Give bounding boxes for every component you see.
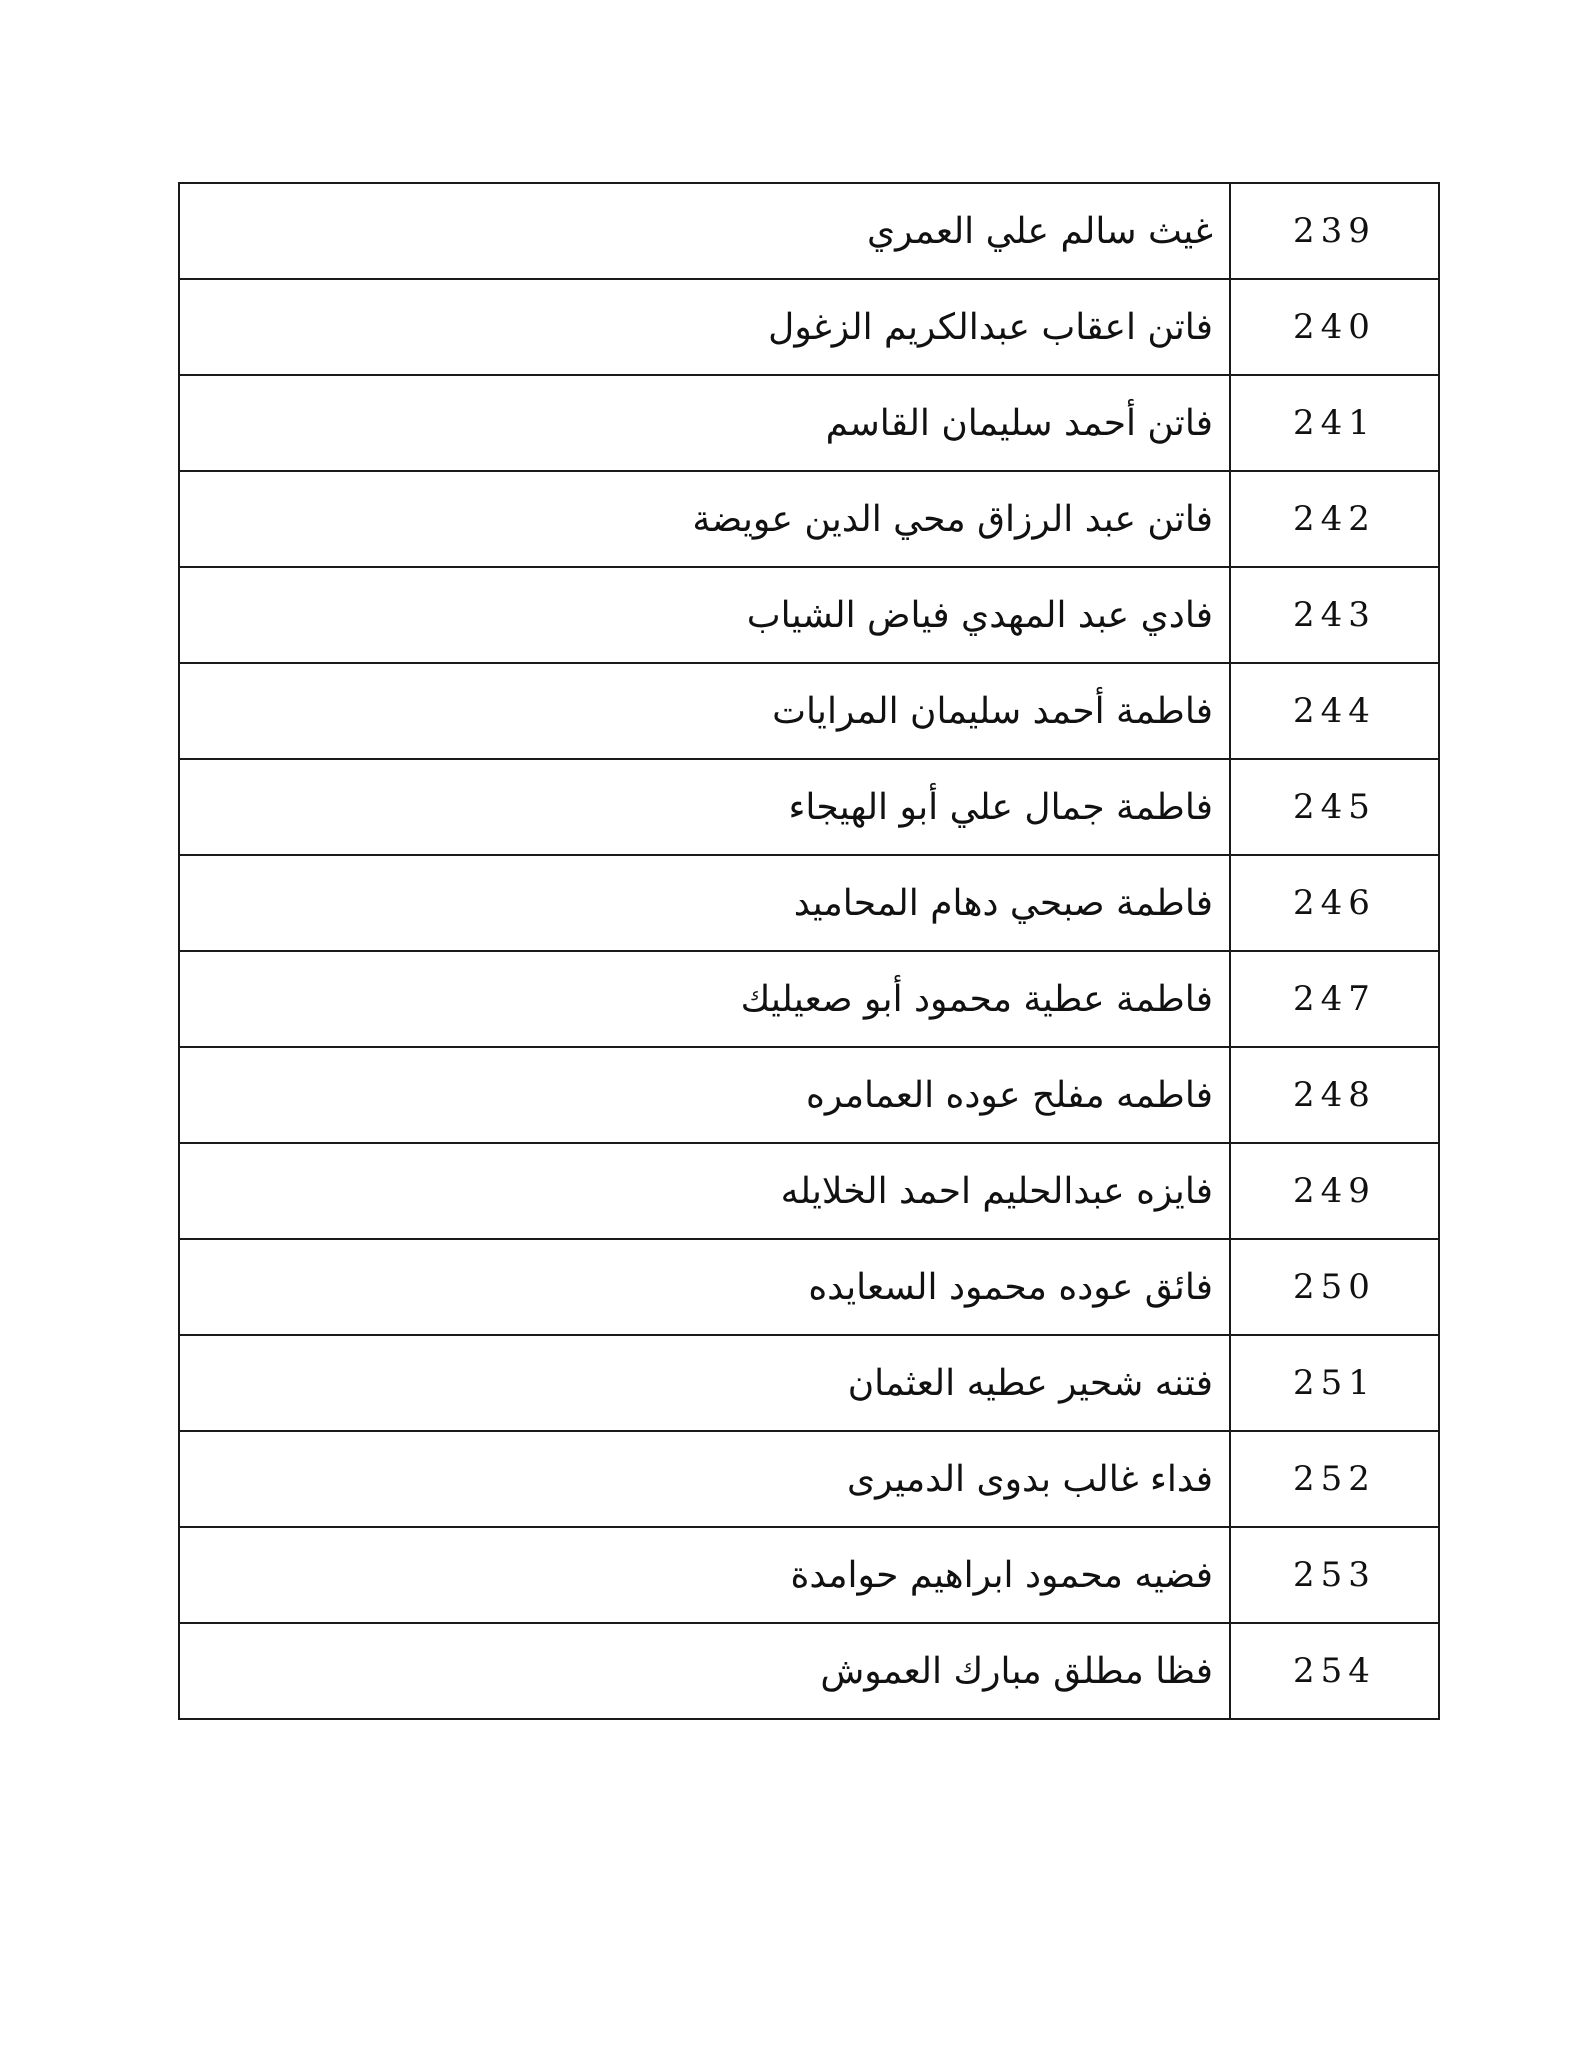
table-row [179, 1527, 1439, 1623]
number-cell: 245 [1230, 759, 1439, 855]
number-cell: 250 [1230, 1239, 1439, 1335]
name-cell: فداء غالب بدوى الدميرى [179, 1431, 1230, 1527]
name-cell: فايزه عبدالحليم احمد الخلايله [179, 1143, 1230, 1239]
name-cell: فظا مطلق مبارك العموش [179, 1623, 1230, 1719]
name-cell: فاتن أحمد سليمان القاسم [179, 375, 1230, 471]
name-cell: فتنه شحير عطيه العثمان [179, 1335, 1230, 1431]
number-cell: 247 [1230, 951, 1439, 1047]
number-cell: 240 [1230, 279, 1439, 375]
table-row [179, 663, 1439, 759]
table-row [179, 375, 1439, 471]
table-row [179, 1047, 1439, 1143]
name-cell: فاطمة صبحي دهام المحاميد [179, 855, 1230, 951]
table-row [179, 567, 1439, 663]
number-cell: 251 [1230, 1335, 1439, 1431]
number-cell: 254 [1230, 1623, 1439, 1719]
table-row [179, 1143, 1439, 1239]
number-cell: 242 [1230, 471, 1439, 567]
table-row [179, 1335, 1439, 1431]
names-table [178, 182, 1440, 1720]
number-cell: 244 [1230, 663, 1439, 759]
name-cell: فاطمة جمال علي أبو الهيجاء [179, 759, 1230, 855]
name-cell: فضيه محمود ابراهيم حوامدة [179, 1527, 1230, 1623]
name-cell: فاطمة عطية محمود أبو صعيليك [179, 951, 1230, 1047]
number-cell: 249 [1230, 1143, 1439, 1239]
table-row [179, 1431, 1439, 1527]
number-cell: 248 [1230, 1047, 1439, 1143]
number-cell: 246 [1230, 855, 1439, 951]
name-cell: فاطمة أحمد سليمان المرايات [179, 663, 1230, 759]
table-row [179, 1239, 1439, 1335]
name-cell: فاتن عبد الرزاق محي الدين عويضة [179, 471, 1230, 567]
table-row [179, 471, 1439, 567]
number-cell: 241 [1230, 375, 1439, 471]
names-table-body [179, 183, 1439, 1719]
name-cell: غيث سالم علي العمري [179, 183, 1230, 279]
table-row [179, 1623, 1439, 1719]
table-row [179, 855, 1439, 951]
name-cell: فاطمه مفلح عوده العمامره [179, 1047, 1230, 1143]
table-row [179, 951, 1439, 1047]
table-row [179, 759, 1439, 855]
number-cell: 252 [1230, 1431, 1439, 1527]
number-cell: 253 [1230, 1527, 1439, 1623]
number-cell: 243 [1230, 567, 1439, 663]
number-cell: 239 [1230, 183, 1439, 279]
name-cell: فائق عوده محمود السعايده [179, 1239, 1230, 1335]
table-row [179, 183, 1439, 279]
name-cell: فاتن اعقاب عبدالكريم الزغول [179, 279, 1230, 375]
name-cell: فادي عبد المهدي فياض الشياب [179, 567, 1230, 663]
table-row [179, 279, 1439, 375]
